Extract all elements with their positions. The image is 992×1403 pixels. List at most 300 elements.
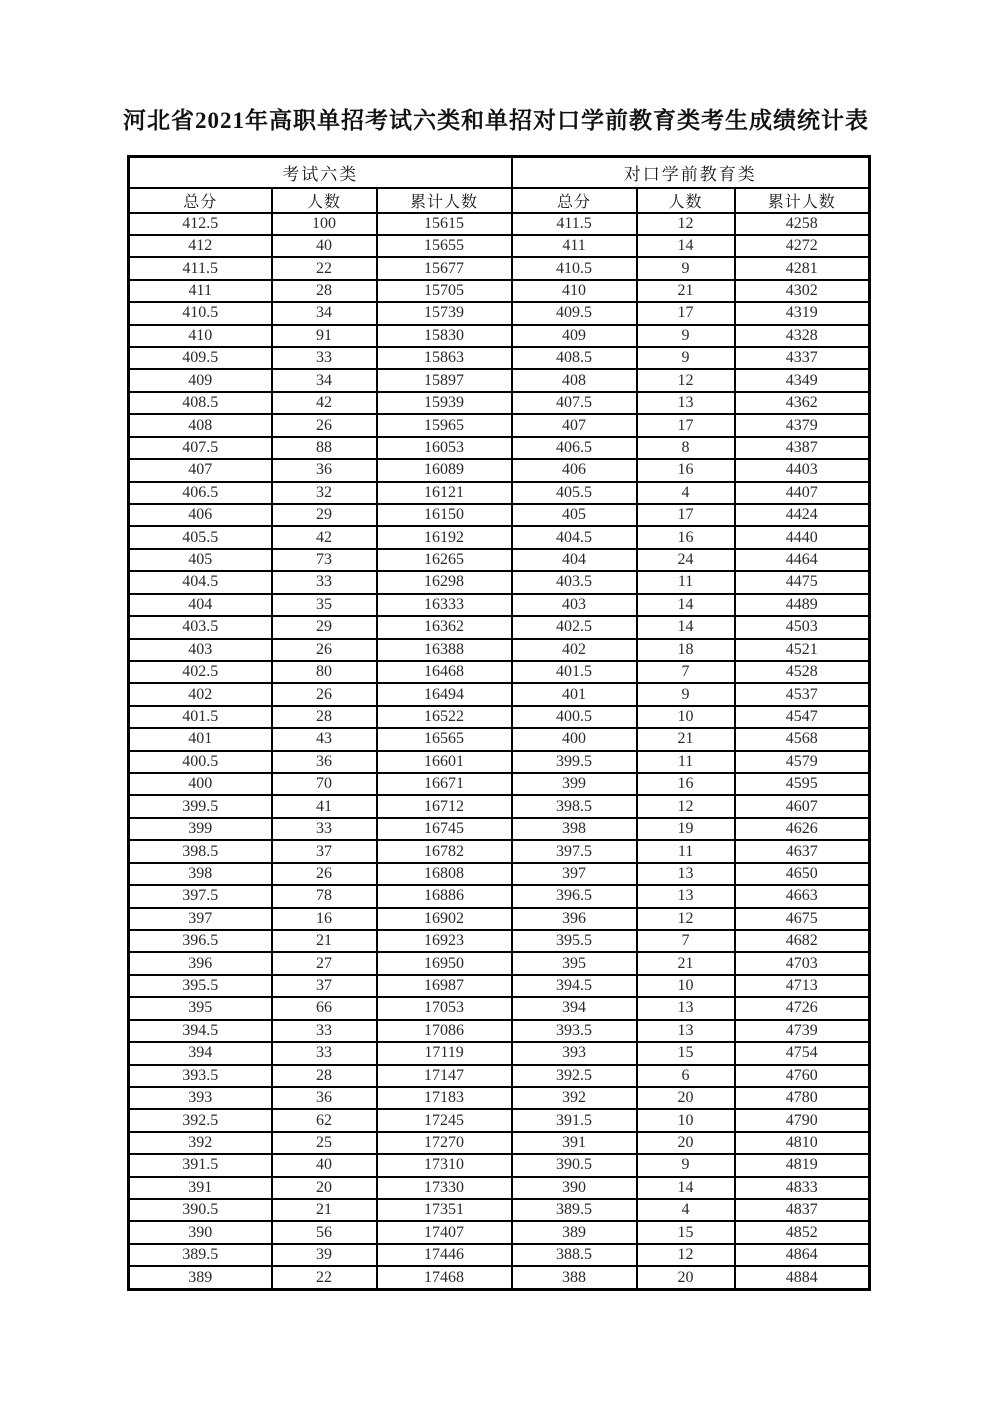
cell: 16192 bbox=[377, 526, 512, 548]
cell: 34 bbox=[272, 369, 377, 391]
cell: 398.5 bbox=[129, 840, 272, 862]
cell: 397 bbox=[512, 863, 637, 885]
cell: 16902 bbox=[377, 908, 512, 930]
cell: 408 bbox=[129, 414, 272, 436]
cell: 396.5 bbox=[129, 930, 272, 952]
cell: 16 bbox=[637, 773, 735, 795]
cell: 412.5 bbox=[129, 213, 272, 235]
cell: 4739 bbox=[735, 1020, 870, 1042]
cell: 4663 bbox=[735, 885, 870, 907]
cell: 7 bbox=[637, 930, 735, 952]
cell: 16 bbox=[272, 908, 377, 930]
table-row bbox=[129, 235, 870, 257]
table-row bbox=[129, 302, 870, 324]
cell: 392.5 bbox=[512, 1065, 637, 1087]
table-row bbox=[129, 975, 870, 997]
cell: 388 bbox=[512, 1266, 637, 1289]
cell: 392.5 bbox=[129, 1109, 272, 1131]
cell: 17053 bbox=[377, 997, 512, 1019]
cell: 403 bbox=[512, 594, 637, 616]
cell: 17 bbox=[637, 504, 735, 526]
table-row bbox=[129, 526, 870, 548]
cell: 4489 bbox=[735, 594, 870, 616]
cell: 406.5 bbox=[129, 482, 272, 504]
cell: 21 bbox=[637, 728, 735, 750]
cell: 28 bbox=[272, 280, 377, 302]
cell: 4675 bbox=[735, 908, 870, 930]
cell: 407.5 bbox=[512, 392, 637, 414]
cell: 4379 bbox=[735, 414, 870, 436]
table-row bbox=[129, 751, 870, 773]
cell: 21 bbox=[272, 1199, 377, 1221]
cell: 4407 bbox=[735, 482, 870, 504]
table-row bbox=[129, 1244, 870, 1266]
cell: 404 bbox=[129, 594, 272, 616]
cell: 404.5 bbox=[512, 526, 637, 548]
cell: 396 bbox=[129, 952, 272, 974]
cell: 406 bbox=[512, 459, 637, 481]
cell: 410 bbox=[129, 325, 272, 347]
cell: 400 bbox=[512, 728, 637, 750]
col-header-total-score-1: 总分 bbox=[129, 188, 272, 213]
cell: 402.5 bbox=[129, 661, 272, 683]
cell: 4440 bbox=[735, 526, 870, 548]
cell: 390 bbox=[512, 1177, 637, 1199]
cell: 396 bbox=[512, 908, 637, 930]
table-row bbox=[129, 997, 870, 1019]
cell: 14 bbox=[637, 594, 735, 616]
cell: 15863 bbox=[377, 347, 512, 369]
cell: 4 bbox=[637, 482, 735, 504]
cell: 12 bbox=[637, 795, 735, 817]
cell: 389 bbox=[512, 1221, 637, 1243]
table-row bbox=[129, 863, 870, 885]
table-row bbox=[129, 280, 870, 302]
cell: 43 bbox=[272, 728, 377, 750]
cell: 388.5 bbox=[512, 1244, 637, 1266]
table-row bbox=[129, 728, 870, 750]
cell: 4475 bbox=[735, 571, 870, 593]
cell: 4349 bbox=[735, 369, 870, 391]
table-row bbox=[129, 1221, 870, 1243]
cell: 398.5 bbox=[512, 795, 637, 817]
cell: 4403 bbox=[735, 459, 870, 481]
table-row bbox=[129, 347, 870, 369]
cell: 15615 bbox=[377, 213, 512, 235]
cell: 394.5 bbox=[512, 975, 637, 997]
cell: 15677 bbox=[377, 257, 512, 279]
cell: 16712 bbox=[377, 795, 512, 817]
cell: 21 bbox=[272, 930, 377, 952]
table-body bbox=[129, 213, 870, 1290]
cell: 399.5 bbox=[129, 795, 272, 817]
cell: 405.5 bbox=[512, 482, 637, 504]
table-row bbox=[129, 952, 870, 974]
cell: 15 bbox=[637, 1221, 735, 1243]
cell: 42 bbox=[272, 392, 377, 414]
cell: 100 bbox=[272, 213, 377, 235]
cell: 396.5 bbox=[512, 885, 637, 907]
cell: 16362 bbox=[377, 616, 512, 638]
cell: 395.5 bbox=[512, 930, 637, 952]
cell: 393 bbox=[512, 1042, 637, 1064]
cell: 4 bbox=[637, 1199, 735, 1221]
table-row bbox=[129, 1020, 870, 1042]
cell: 389.5 bbox=[512, 1199, 637, 1221]
cell: 28 bbox=[272, 1065, 377, 1087]
cell: 26 bbox=[272, 639, 377, 661]
cell: 88 bbox=[272, 437, 377, 459]
cell: 80 bbox=[272, 661, 377, 683]
cell: 398 bbox=[512, 818, 637, 840]
table-row bbox=[129, 639, 870, 661]
cell: 408 bbox=[512, 369, 637, 391]
cell: 4790 bbox=[735, 1109, 870, 1131]
cell: 399 bbox=[512, 773, 637, 795]
cell: 403 bbox=[129, 639, 272, 661]
column-header-row bbox=[129, 188, 870, 213]
cell: 13 bbox=[637, 1020, 735, 1042]
cell: 16 bbox=[637, 459, 735, 481]
cell: 66 bbox=[272, 997, 377, 1019]
cell: 15 bbox=[637, 1042, 735, 1064]
cell: 14 bbox=[637, 235, 735, 257]
table-row bbox=[129, 795, 870, 817]
cell: 394.5 bbox=[129, 1020, 272, 1042]
col-header-total-score-2: 总分 bbox=[512, 188, 637, 213]
cell: 4503 bbox=[735, 616, 870, 638]
cell: 16468 bbox=[377, 661, 512, 683]
cell: 16388 bbox=[377, 639, 512, 661]
cell: 13 bbox=[637, 885, 735, 907]
cell: 16494 bbox=[377, 683, 512, 705]
cell: 4537 bbox=[735, 683, 870, 705]
cell: 20 bbox=[637, 1132, 735, 1154]
cell: 19 bbox=[637, 818, 735, 840]
cell: 9 bbox=[637, 257, 735, 279]
cell: 14 bbox=[637, 616, 735, 638]
cell: 91 bbox=[272, 325, 377, 347]
cell: 408.5 bbox=[512, 347, 637, 369]
table-row bbox=[129, 1266, 870, 1289]
col-header-cumulative-count-1: 累计人数 bbox=[377, 188, 512, 213]
cell: 4833 bbox=[735, 1177, 870, 1199]
cell: 28 bbox=[272, 706, 377, 728]
cell: 21 bbox=[637, 280, 735, 302]
cell: 4682 bbox=[735, 930, 870, 952]
document-title: 河北省2021年高职单招考试六类和单招对口学前教育类考生成绩统计表 bbox=[123, 108, 869, 133]
cell: 42 bbox=[272, 526, 377, 548]
cell: 4637 bbox=[735, 840, 870, 862]
table-row bbox=[129, 840, 870, 862]
cell: 33 bbox=[272, 347, 377, 369]
cell: 34 bbox=[272, 302, 377, 324]
cell: 29 bbox=[272, 504, 377, 526]
cell: 4464 bbox=[735, 549, 870, 571]
cell: 11 bbox=[637, 571, 735, 593]
cell: 9 bbox=[637, 683, 735, 705]
cell: 15939 bbox=[377, 392, 512, 414]
col-header-count-1: 人数 bbox=[272, 188, 377, 213]
cell: 395 bbox=[129, 997, 272, 1019]
cell: 4424 bbox=[735, 504, 870, 526]
table-row bbox=[129, 594, 870, 616]
cell: 397.5 bbox=[512, 840, 637, 862]
cell: 390.5 bbox=[512, 1154, 637, 1176]
cell: 17330 bbox=[377, 1177, 512, 1199]
cell: 4810 bbox=[735, 1132, 870, 1154]
cell: 4258 bbox=[735, 213, 870, 235]
cell: 41 bbox=[272, 795, 377, 817]
cell: 4884 bbox=[735, 1266, 870, 1289]
cell: 392 bbox=[129, 1132, 272, 1154]
cell: 35 bbox=[272, 594, 377, 616]
cell: 391.5 bbox=[512, 1109, 637, 1131]
cell: 410 bbox=[512, 280, 637, 302]
cell: 389.5 bbox=[129, 1244, 272, 1266]
col-header-cumulative-count-2: 累计人数 bbox=[735, 188, 870, 213]
cell: 398 bbox=[129, 863, 272, 885]
cell: 397 bbox=[129, 908, 272, 930]
cell: 16886 bbox=[377, 885, 512, 907]
cell: 406.5 bbox=[512, 437, 637, 459]
table-row bbox=[129, 1177, 870, 1199]
cell: 16089 bbox=[377, 459, 512, 481]
cell: 17351 bbox=[377, 1199, 512, 1221]
cell: 10 bbox=[637, 706, 735, 728]
cell: 16522 bbox=[377, 706, 512, 728]
cell: 405.5 bbox=[129, 526, 272, 548]
cell: 4607 bbox=[735, 795, 870, 817]
cell: 409 bbox=[129, 369, 272, 391]
cell: 14 bbox=[637, 1177, 735, 1199]
cell: 4521 bbox=[735, 639, 870, 661]
cell: 17119 bbox=[377, 1042, 512, 1064]
cell: 17310 bbox=[377, 1154, 512, 1176]
cell: 40 bbox=[272, 1154, 377, 1176]
cell: 4528 bbox=[735, 661, 870, 683]
cell: 16333 bbox=[377, 594, 512, 616]
table-row bbox=[129, 325, 870, 347]
cell: 17407 bbox=[377, 1221, 512, 1243]
cell: 4302 bbox=[735, 280, 870, 302]
cell: 409 bbox=[512, 325, 637, 347]
table-row bbox=[129, 1109, 870, 1131]
table-row bbox=[129, 1065, 870, 1087]
cell: 17 bbox=[637, 302, 735, 324]
cell: 411 bbox=[512, 235, 637, 257]
cell: 17147 bbox=[377, 1065, 512, 1087]
table-header bbox=[129, 157, 870, 213]
cell: 406 bbox=[129, 504, 272, 526]
table-row bbox=[129, 661, 870, 683]
table-row bbox=[129, 437, 870, 459]
cell: 17245 bbox=[377, 1109, 512, 1131]
cell: 33 bbox=[272, 1020, 377, 1042]
cell: 4337 bbox=[735, 347, 870, 369]
cell: 4754 bbox=[735, 1042, 870, 1064]
cell: 17468 bbox=[377, 1266, 512, 1289]
cell: 16150 bbox=[377, 504, 512, 526]
group-header-exam-six-categories: 考试六类 bbox=[129, 157, 512, 188]
cell: 12 bbox=[637, 369, 735, 391]
cell: 27 bbox=[272, 952, 377, 974]
group-header-row bbox=[129, 157, 870, 188]
cell: 4703 bbox=[735, 952, 870, 974]
cell: 73 bbox=[272, 549, 377, 571]
cell: 392 bbox=[512, 1087, 637, 1109]
cell: 11 bbox=[637, 751, 735, 773]
cell: 62 bbox=[272, 1109, 377, 1131]
table-row bbox=[129, 683, 870, 705]
cell: 33 bbox=[272, 1042, 377, 1064]
table-row bbox=[129, 908, 870, 930]
cell: 390.5 bbox=[129, 1199, 272, 1221]
cell: 411 bbox=[129, 280, 272, 302]
cell: 4362 bbox=[735, 392, 870, 414]
cell: 16782 bbox=[377, 840, 512, 862]
cell: 15705 bbox=[377, 280, 512, 302]
cell: 401 bbox=[512, 683, 637, 705]
cell: 4780 bbox=[735, 1087, 870, 1109]
cell: 15830 bbox=[377, 325, 512, 347]
cell: 22 bbox=[272, 1266, 377, 1289]
cell: 412 bbox=[129, 235, 272, 257]
cell: 12 bbox=[637, 213, 735, 235]
cell: 391 bbox=[512, 1132, 637, 1154]
table-row bbox=[129, 773, 870, 795]
cell: 9 bbox=[637, 347, 735, 369]
cell: 4760 bbox=[735, 1065, 870, 1087]
cell: 407.5 bbox=[129, 437, 272, 459]
cell: 33 bbox=[272, 571, 377, 593]
table-row bbox=[129, 369, 870, 391]
cell: 36 bbox=[272, 751, 377, 773]
cell: 411.5 bbox=[129, 257, 272, 279]
cell: 21 bbox=[637, 952, 735, 974]
cell: 4387 bbox=[735, 437, 870, 459]
table-row bbox=[129, 930, 870, 952]
cell: 4819 bbox=[735, 1154, 870, 1176]
cell: 401 bbox=[129, 728, 272, 750]
cell: 26 bbox=[272, 863, 377, 885]
cell: 15655 bbox=[377, 235, 512, 257]
cell: 16265 bbox=[377, 549, 512, 571]
cell: 4595 bbox=[735, 773, 870, 795]
cell: 20 bbox=[272, 1177, 377, 1199]
table-row bbox=[129, 549, 870, 571]
cell: 15965 bbox=[377, 414, 512, 436]
table-row bbox=[129, 257, 870, 279]
table-row bbox=[129, 1199, 870, 1221]
cell: 13 bbox=[637, 392, 735, 414]
cell: 36 bbox=[272, 459, 377, 481]
table-row bbox=[129, 818, 870, 840]
cell: 9 bbox=[637, 325, 735, 347]
cell: 395.5 bbox=[129, 975, 272, 997]
cell: 17086 bbox=[377, 1020, 512, 1042]
cell: 33 bbox=[272, 818, 377, 840]
cell: 39 bbox=[272, 1244, 377, 1266]
cell: 393.5 bbox=[512, 1020, 637, 1042]
cell: 389 bbox=[129, 1266, 272, 1289]
cell: 18 bbox=[637, 639, 735, 661]
cell: 401.5 bbox=[512, 661, 637, 683]
cell: 70 bbox=[272, 773, 377, 795]
cell: 20 bbox=[637, 1266, 735, 1289]
cell: 411.5 bbox=[512, 213, 637, 235]
cell: 405 bbox=[512, 504, 637, 526]
table-row bbox=[129, 1132, 870, 1154]
cell: 394 bbox=[129, 1042, 272, 1064]
table-row bbox=[129, 1087, 870, 1109]
cell: 16053 bbox=[377, 437, 512, 459]
cell: 408.5 bbox=[129, 392, 272, 414]
cell: 4281 bbox=[735, 257, 870, 279]
cell: 400 bbox=[129, 773, 272, 795]
cell: 36 bbox=[272, 1087, 377, 1109]
cell: 4864 bbox=[735, 1244, 870, 1266]
cell: 16987 bbox=[377, 975, 512, 997]
col-header-count-2: 人数 bbox=[637, 188, 735, 213]
cell: 409.5 bbox=[129, 347, 272, 369]
cell: 8 bbox=[637, 437, 735, 459]
cell: 24 bbox=[637, 549, 735, 571]
cell: 15739 bbox=[377, 302, 512, 324]
cell: 16121 bbox=[377, 482, 512, 504]
cell: 7 bbox=[637, 661, 735, 683]
cell: 404 bbox=[512, 549, 637, 571]
cell: 391 bbox=[129, 1177, 272, 1199]
cell: 12 bbox=[637, 1244, 735, 1266]
cell: 16671 bbox=[377, 773, 512, 795]
cell: 402 bbox=[129, 683, 272, 705]
cell: 56 bbox=[272, 1221, 377, 1243]
cell: 393 bbox=[129, 1087, 272, 1109]
cell: 78 bbox=[272, 885, 377, 907]
table-row bbox=[129, 1154, 870, 1176]
cell: 32 bbox=[272, 482, 377, 504]
cell: 394 bbox=[512, 997, 637, 1019]
cell: 410.5 bbox=[129, 302, 272, 324]
cell: 402.5 bbox=[512, 616, 637, 638]
table-row bbox=[129, 459, 870, 481]
cell: 20 bbox=[637, 1087, 735, 1109]
cell: 4713 bbox=[735, 975, 870, 997]
cell: 4319 bbox=[735, 302, 870, 324]
cell: 403.5 bbox=[512, 571, 637, 593]
cell: 16923 bbox=[377, 930, 512, 952]
table-row bbox=[129, 414, 870, 436]
table-row bbox=[129, 885, 870, 907]
score-statistics-table bbox=[127, 155, 871, 1291]
table-row bbox=[129, 1042, 870, 1064]
cell: 26 bbox=[272, 414, 377, 436]
cell: 400.5 bbox=[512, 706, 637, 728]
cell: 40 bbox=[272, 235, 377, 257]
table-row bbox=[129, 571, 870, 593]
cell: 4272 bbox=[735, 235, 870, 257]
cell: 15897 bbox=[377, 369, 512, 391]
cell: 10 bbox=[637, 975, 735, 997]
cell: 9 bbox=[637, 1154, 735, 1176]
cell: 29 bbox=[272, 616, 377, 638]
group-header-preschool-education: 对口学前教育类 bbox=[512, 157, 870, 188]
cell: 16298 bbox=[377, 571, 512, 593]
cell: 4626 bbox=[735, 818, 870, 840]
cell: 4328 bbox=[735, 325, 870, 347]
cell: 401.5 bbox=[129, 706, 272, 728]
